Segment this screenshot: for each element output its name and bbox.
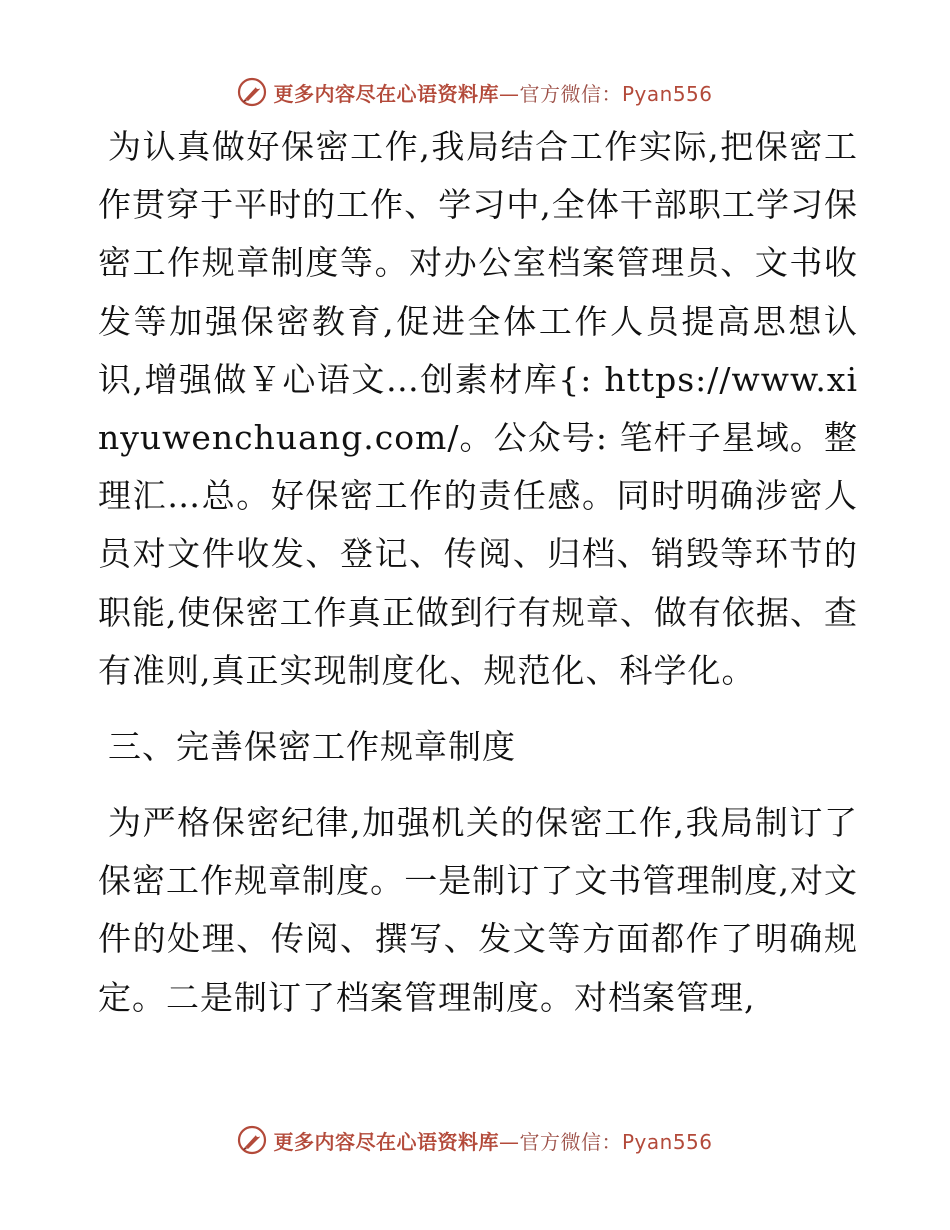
banner-wechat-label: 官方微信：	[519, 1129, 622, 1154]
footer-watermark-banner	[0, 1120, 950, 1160]
quill-pen-logo-icon	[237, 77, 267, 107]
document-body	[98, 118, 858, 1027]
banner-wechat-label: 官方微信：	[519, 81, 622, 106]
banner-dash: —	[498, 1129, 520, 1154]
banner-lead-text: 更多内容尽在心语资料库	[273, 81, 499, 106]
banner-dash: —	[498, 81, 520, 106]
header-watermark-banner	[0, 72, 950, 112]
quill-pen-logo-icon	[237, 1125, 267, 1155]
banner-text	[273, 1126, 712, 1155]
banner-wechat-id: Pyan556	[621, 81, 713, 106]
section-heading-3: 三、完善保密工作规章制度	[108, 727, 516, 767]
body-paragraph-2: 为严格保密纪律,加强机关的保密工作,我局制订了保密工作规章制度。一是制订了文书管理制度,对文件的处理、传阅、撰写、发文等方面都作了明确规定。二是制订了档案管理制度。对档案管理,	[98, 803, 858, 1017]
body-paragraph-1: 为认真做好保密工作,我局结合工作实际,把保密工作贯穿于平时的工作、学习中,全体干部职工学习保密工作规章制度等。对办公室档案管理员、文书收发等加强保密教育,促进全体工作人员提高思想认识,增强做￥心语文…创素材库{: https://www.xinyuwenchuang.com/。公众号: 笔杆子星域。整理汇…总。好保密工作的责任感。同时明确涉密人员对文件收发、登记、传阅、归档、销毁等环节的职能,使保密工作真正做到行有规章、做有依据、查有准则,真正实现制度化、规范化、科学化。	[98, 127, 858, 690]
banner-wechat-id: Pyan556	[621, 1129, 713, 1154]
banner-text	[273, 78, 712, 107]
banner-lead-text: 更多内容尽在心语资料库	[273, 1129, 499, 1154]
